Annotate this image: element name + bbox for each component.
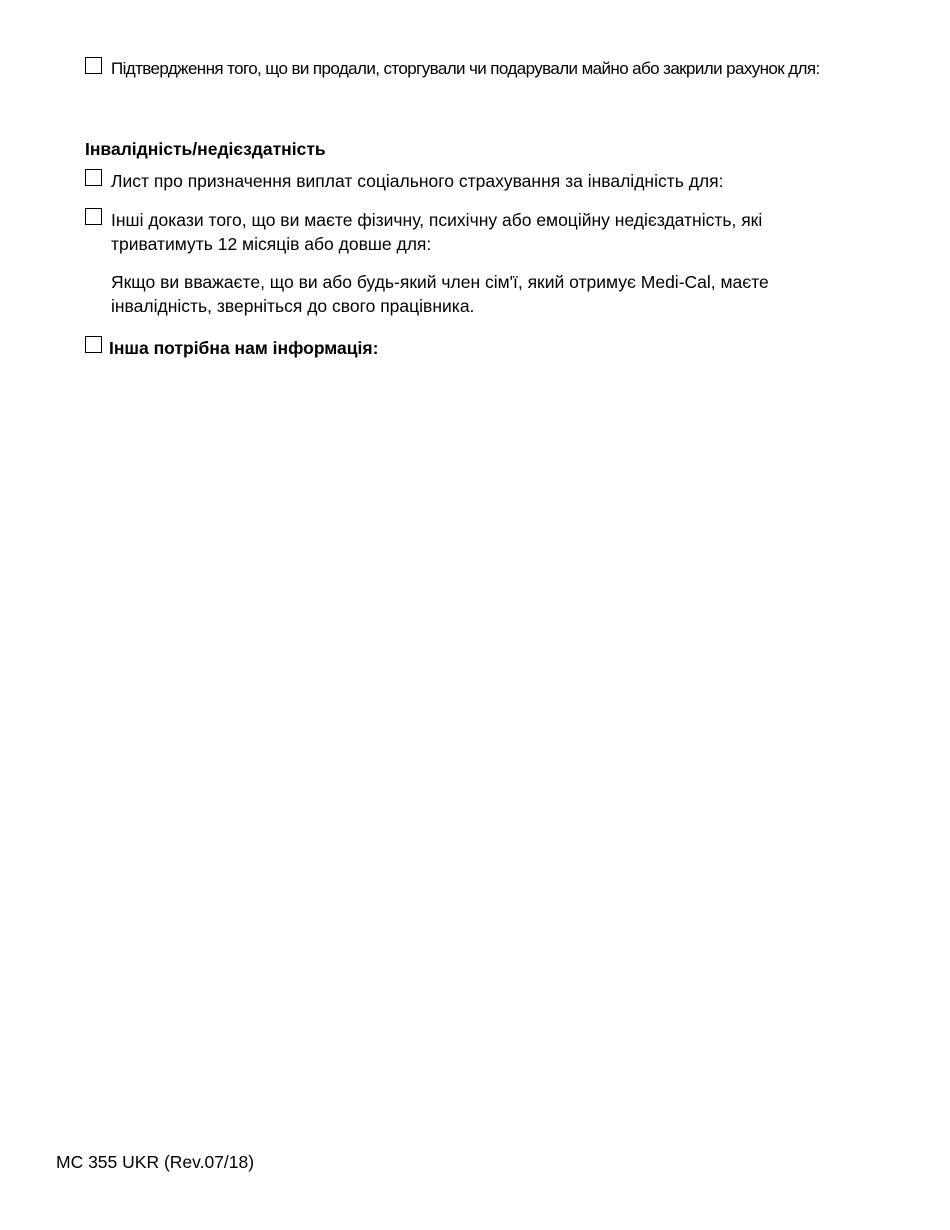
- property-confirmation-checkbox[interactable]: [85, 57, 102, 74]
- disability-benefits-letter-checkbox[interactable]: [85, 169, 102, 186]
- property-confirmation-label: Підтвердження того, що ви продали, сторгували чи подарували майно або закрили рахунок для:: [111, 59, 820, 78]
- disability-section-heading: Інвалідність/недієздатність: [85, 139, 326, 159]
- other-disability-proof-label: Інші докази того, що ви маєте фізичну, психічну або емоційну недієздатність, які триватимуть 12 місяців або довше для:: [111, 210, 763, 254]
- disability-note: Якщо ви вважаєте, що ви або будь-який член сім'ї, який отримує Medi-Cal, маєте інвалідність, зверніться до свого працівника.: [111, 272, 769, 316]
- other-disability-proof-item: [85, 208, 825, 256]
- other-info-checkbox[interactable]: [85, 336, 102, 353]
- disability-benefits-letter-item: [85, 169, 723, 193]
- other-info-item: [85, 336, 378, 360]
- disability-benefits-letter-label: Лист про призначення виплат соціального страхування за інвалідність для:: [111, 171, 724, 191]
- form-footer-code: MC 355 UKR (Rev.07/18): [56, 1152, 255, 1172]
- other-info-label: Інша потрібна нам інформація:: [109, 338, 379, 358]
- property-confirmation-item: [85, 57, 820, 81]
- other-disability-proof-checkbox[interactable]: [85, 208, 102, 225]
